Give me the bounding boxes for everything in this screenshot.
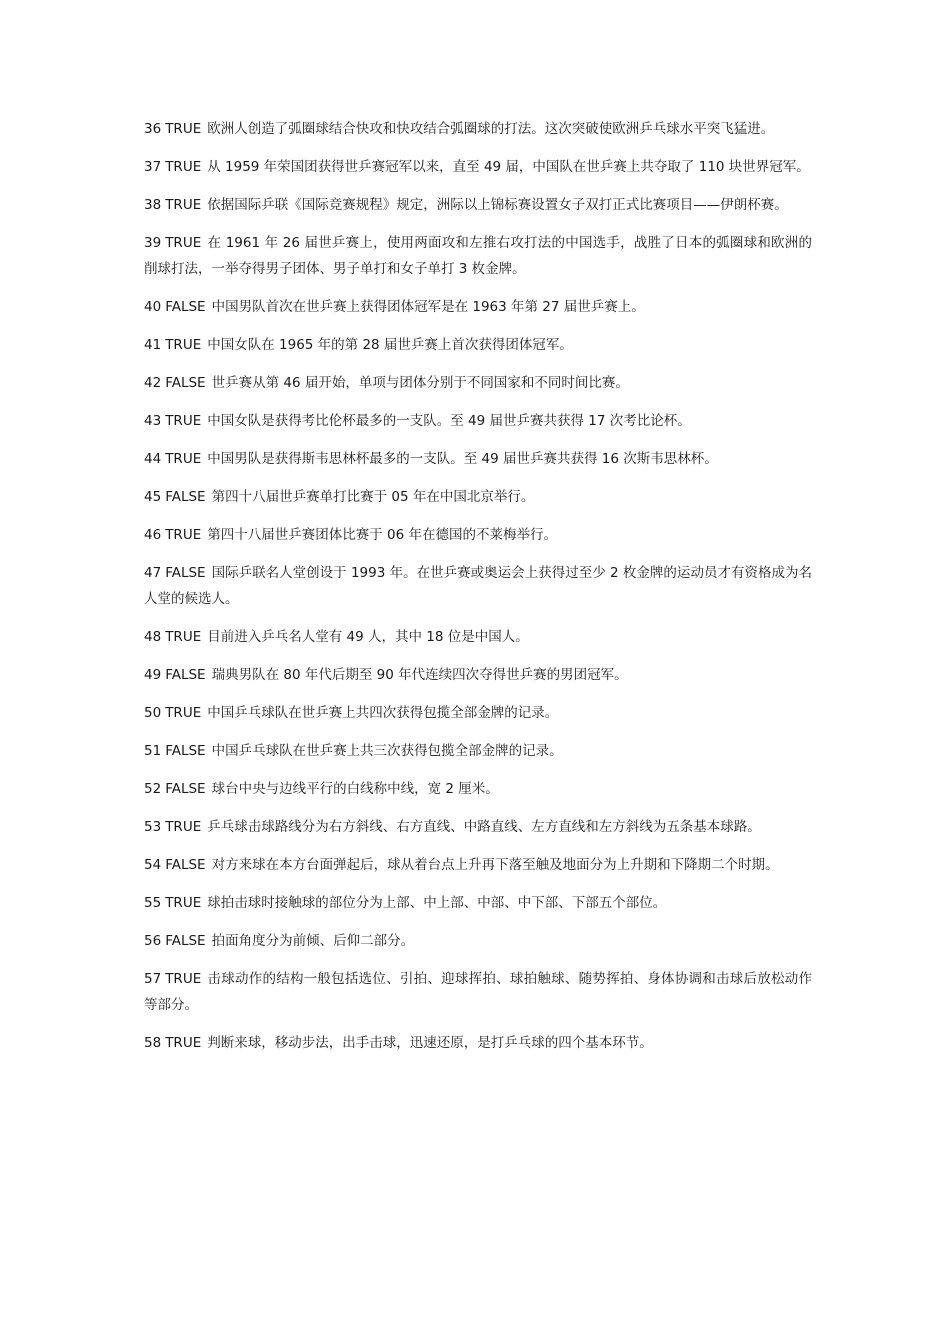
item-text: 对方来球在本方台面弹起后，球从着台点上升再下落至触及地面分为上升期和下降期二个时期。 [211,857,779,873]
list-item [144,230,812,282]
item-text: 国际乒联名人堂创设于 1993 年。在世乒赛或奥运会上获得过至少 2 枚金牌的运动员才有资格成为名人堂的候选人。 [144,565,812,607]
item-number: 53 [144,819,162,835]
item-number: 43 [144,413,162,429]
item-text: 判断来球，移动步法，出手击球，迅速还原，是打乒乓球的四个基本环节。 [207,1035,653,1051]
item-number: 52 [144,781,162,797]
item-answer: TRUE [165,159,202,175]
item-answer: TRUE [165,413,202,429]
item-number: 42 [144,375,162,391]
item-answer: FALSE [165,489,206,505]
item-number: 57 [144,971,162,987]
item-answer: TRUE [165,197,202,213]
list-item [144,966,812,1018]
item-answer: TRUE [165,629,202,645]
item-number: 54 [144,857,162,873]
item-answer: TRUE [165,819,202,835]
list-item [144,814,812,840]
item-text: 拍面角度分为前倾、后仰二部分。 [211,933,415,949]
item-number: 47 [144,565,162,581]
item-text: 从 1959 年荣国团获得世乒赛冠军以来，直至 49 届，中国队在世乒赛上共夺取了 110 块世界冠军。 [207,159,810,175]
list-item [144,776,812,802]
list-item [144,522,812,548]
item-number: 51 [144,743,162,759]
item-text: 欧洲人创造了弧圈球结合快攻和快攻结合弧圈球的打法。这次突破使欧洲乒乓球水平突飞猛进。 [207,121,775,137]
item-number: 37 [144,159,162,175]
list-item [144,192,812,218]
list-item [144,852,812,878]
item-number: 48 [144,629,162,645]
item-number: 49 [144,667,162,683]
list-item [144,624,812,650]
list-item [144,662,812,688]
item-answer: TRUE [165,705,202,721]
item-answer: TRUE [165,337,202,353]
item-number: 55 [144,895,162,911]
item-answer: FALSE [165,299,206,315]
item-text: 中国乒乓球队在世乒赛上共四次获得包揽全部金牌的记录。 [207,705,559,721]
list-item [144,890,812,916]
item-text: 世乒赛从第 46 届开始，单项与团体分别于不同国家和不同时间比赛。 [211,375,629,391]
item-answer: TRUE [165,121,202,137]
item-text: 中国男队首次在世乒赛上获得团体冠军是在 1963 年第 27 届世乒赛上。 [211,299,645,315]
item-text: 球拍击球时接触球的部位分为上部、中上部、中部、中下部、下部五个部位。 [207,895,667,911]
list-item [144,446,812,472]
list-item [144,370,812,396]
item-answer: FALSE [165,857,206,873]
item-text: 依据国际乒联《国际竞赛规程》规定，洲际以上锦标赛设置女子双打正式比赛项目——伊朗杯赛。 [207,197,788,213]
item-answer: FALSE [165,667,206,683]
list-item [144,332,812,358]
item-text: 中国乒乓球队在世乒赛上共三次获得包揽全部金牌的记录。 [211,743,563,759]
item-answer: TRUE [165,971,202,987]
list-item [144,154,812,180]
item-number: 44 [144,451,162,467]
item-text: 乒乓球击球路线分为右方斜线、右方直线、中路直线、左方直线和左方斜线为五条基本球路。 [207,819,761,835]
item-number: 56 [144,933,162,949]
item-number: 38 [144,197,162,213]
item-answer: FALSE [165,933,206,949]
item-answer: TRUE [165,527,202,543]
item-number: 36 [144,121,162,137]
item-text: 球台中央与边线平行的白线称中线，宽 2 厘米。 [211,781,499,797]
item-text: 中国男队是获得斯韦思林杯最多的一支队。至 49 届世乒赛共获得 16 次斯韦思林杯。 [207,451,718,467]
list-item [144,116,812,142]
list-item [144,1030,812,1056]
item-answer: FALSE [165,781,206,797]
item-text: 中国女队是获得考比伦杯最多的一支队。至 49 届世乒赛共获得 17 次考比论杯。 [207,413,691,429]
item-answer: TRUE [165,1035,202,1051]
list-item [144,408,812,434]
item-answer: FALSE [165,565,206,581]
item-text: 第四十八届世乒赛单打比赛于 05 年在中国北京举行。 [211,489,535,505]
item-number: 58 [144,1035,162,1051]
item-text: 在 1961 年 26 届世乒赛上，使用两面攻和左推右攻打法的中国选手，战胜了日本的弧圈球和欧洲的削球打法，一举夺得男子团体、男子单打和女子单打 3 枚金牌。 [144,235,812,277]
item-text: 击球动作的结构一般包括选位、引拍、迎球挥拍、球拍触球、随势挥拍、身体协调和击球后放松动作等部分。 [144,971,812,1013]
item-text: 第四十八届世乒赛团体比赛于 06 年在德国的不莱梅举行。 [207,527,557,543]
item-answer: TRUE [165,451,202,467]
item-number: 39 [144,235,162,251]
list-item [144,700,812,726]
list-item [144,738,812,764]
list-item [144,484,812,510]
item-number: 50 [144,705,162,721]
item-number: 40 [144,299,162,315]
list-item [144,928,812,954]
item-text: 中国女队在 1965 年的第 28 届世乒赛上首次获得团体冠军。 [207,337,573,353]
item-answer: TRUE [165,235,202,251]
item-answer: TRUE [165,895,202,911]
list-item [144,294,812,320]
item-answer: FALSE [165,375,206,391]
item-text: 目前进入乒乓名人堂有 49 人，其中 18 位是中国人。 [207,629,529,645]
item-number: 41 [144,337,162,353]
item-number: 45 [144,489,162,505]
item-text: 瑞典男队在 80 年代后期至 90 年代连续四次夺得世乒赛的男团冠军。 [211,667,628,683]
question-list [144,116,812,1068]
list-item [144,560,812,612]
item-number: 46 [144,527,162,543]
item-answer: FALSE [165,743,206,759]
